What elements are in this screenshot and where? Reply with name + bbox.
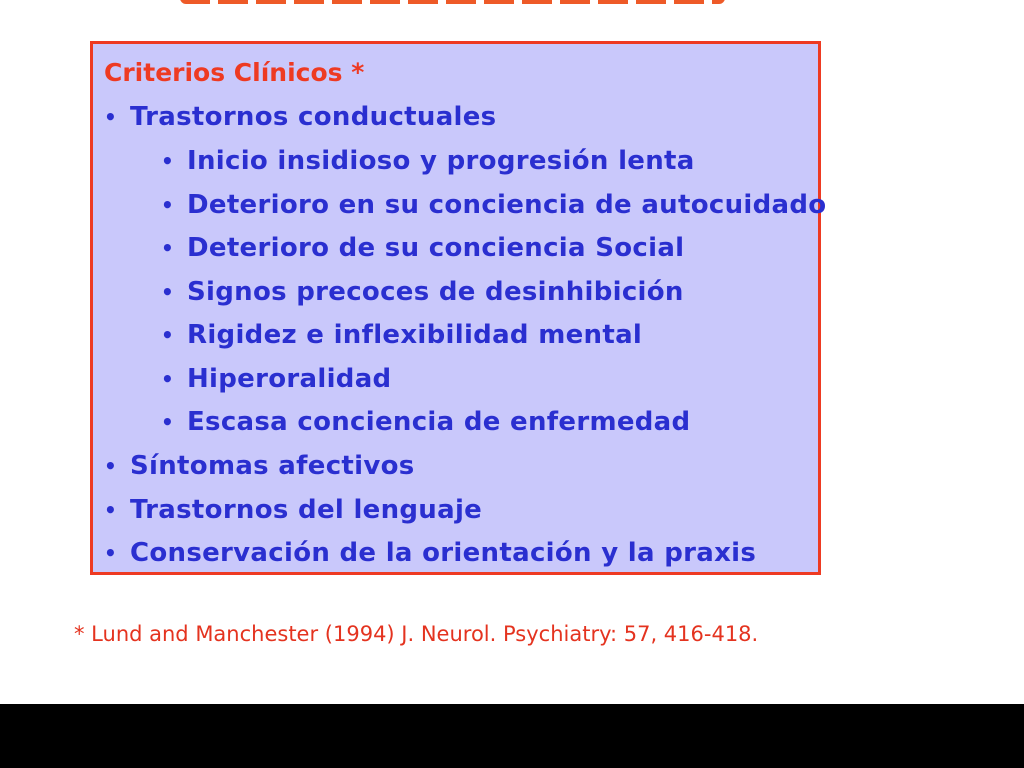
bullet: • [161, 280, 175, 304]
bullet: • [161, 149, 175, 173]
bullet: • [161, 410, 175, 434]
criteria-box [90, 41, 827, 575]
list-item-text: Deterioro de su conciencia Social [187, 233, 685, 263]
cropped-slide-title [180, 0, 725, 4]
list-item-text: Trastornos del lenguaje [130, 495, 483, 525]
list-item-text: Conservación de la orientación y la praxis [130, 538, 757, 568]
list-item [161, 277, 684, 307]
bullet: • [104, 454, 118, 478]
list-item [104, 451, 415, 481]
list-item-text: Síntomas afectivos [130, 451, 415, 481]
bullet: • [161, 236, 175, 260]
list-item-text: Escasa conciencia de enfermedad [187, 407, 691, 437]
list-item [161, 364, 391, 394]
list-item-text: Hiperoralidad [187, 364, 392, 394]
box-title: Criterios Clínicos * [104, 58, 365, 87]
letterbox-bar [0, 704, 1024, 768]
list-item [161, 320, 642, 350]
bullet: • [161, 367, 175, 391]
bullet: • [161, 193, 175, 217]
footnote-citation: * Lund and Manchester (1994) J. Neurol. Psychiatry: 57, 416-418. [74, 622, 759, 646]
list-item [104, 102, 496, 132]
list-item-text: Rigidez e inflexibilidad mental [187, 320, 643, 350]
list-item [161, 190, 826, 220]
bullet: • [104, 105, 118, 129]
list-item-text: Trastornos conductuales [130, 102, 497, 132]
list-item-text: Deterioro en su conciencia de autocuidado [187, 190, 827, 220]
list-item-text: Signos precoces de desinhibición [187, 277, 684, 307]
list-item [161, 407, 690, 437]
list-item [161, 146, 695, 176]
list-item [104, 538, 756, 568]
bullet: • [104, 541, 118, 565]
bullet: • [104, 498, 118, 522]
bullet: • [161, 323, 175, 347]
list-item-text: Inicio insidioso y progresión lenta [187, 146, 695, 176]
list-item [161, 233, 684, 263]
list-item [104, 495, 482, 525]
